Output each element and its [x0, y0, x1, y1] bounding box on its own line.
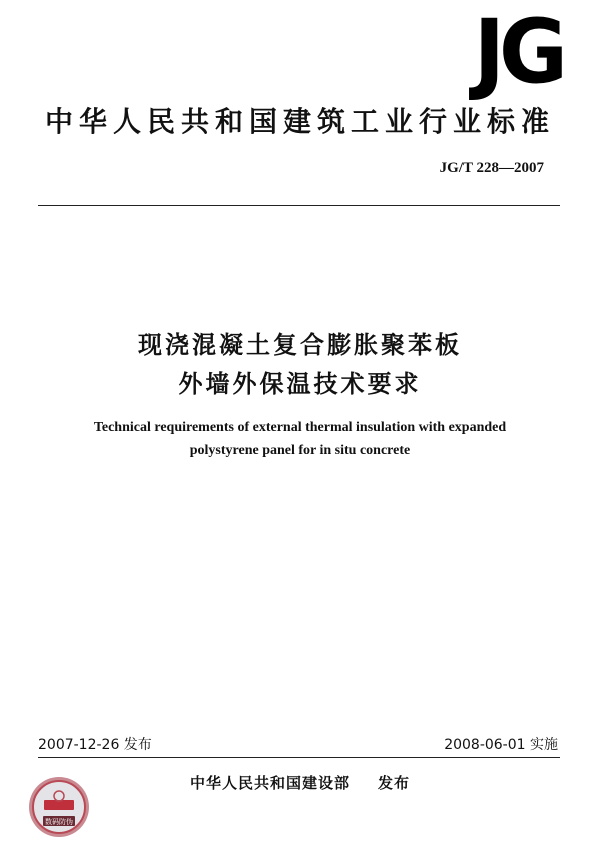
standard-code: JG/T 228—2007: [439, 160, 544, 176]
footer-divider: [38, 757, 560, 758]
jg-logo: JG: [473, 0, 562, 104]
seal-label: 数码防伪: [45, 818, 73, 826]
title-zh-line2: 外墙外保温技术要求: [178, 370, 422, 398]
anti-counterfeit-seal-icon: [28, 776, 90, 838]
title-en-line1: Technical requirements of external thermal insulation with expanded: [93, 420, 507, 435]
effective-date: 2008-06-01 实施: [444, 737, 558, 753]
issue-date: 2007-12-26 发布: [38, 737, 152, 753]
publisher-line: [0, 772, 600, 793]
title-en-line2: polystyrene panel for in situ concrete: [189, 443, 411, 458]
title-zh-line1: 现浇混凝土复合膨胀聚苯板: [138, 331, 462, 359]
header-divider: [38, 205, 560, 206]
organization-header: 中华人民共和国建筑工业行业标准: [44, 105, 555, 138]
publisher-action: 发布: [378, 774, 411, 792]
publisher-name: 中华人民共和国建设部: [189, 774, 350, 792]
